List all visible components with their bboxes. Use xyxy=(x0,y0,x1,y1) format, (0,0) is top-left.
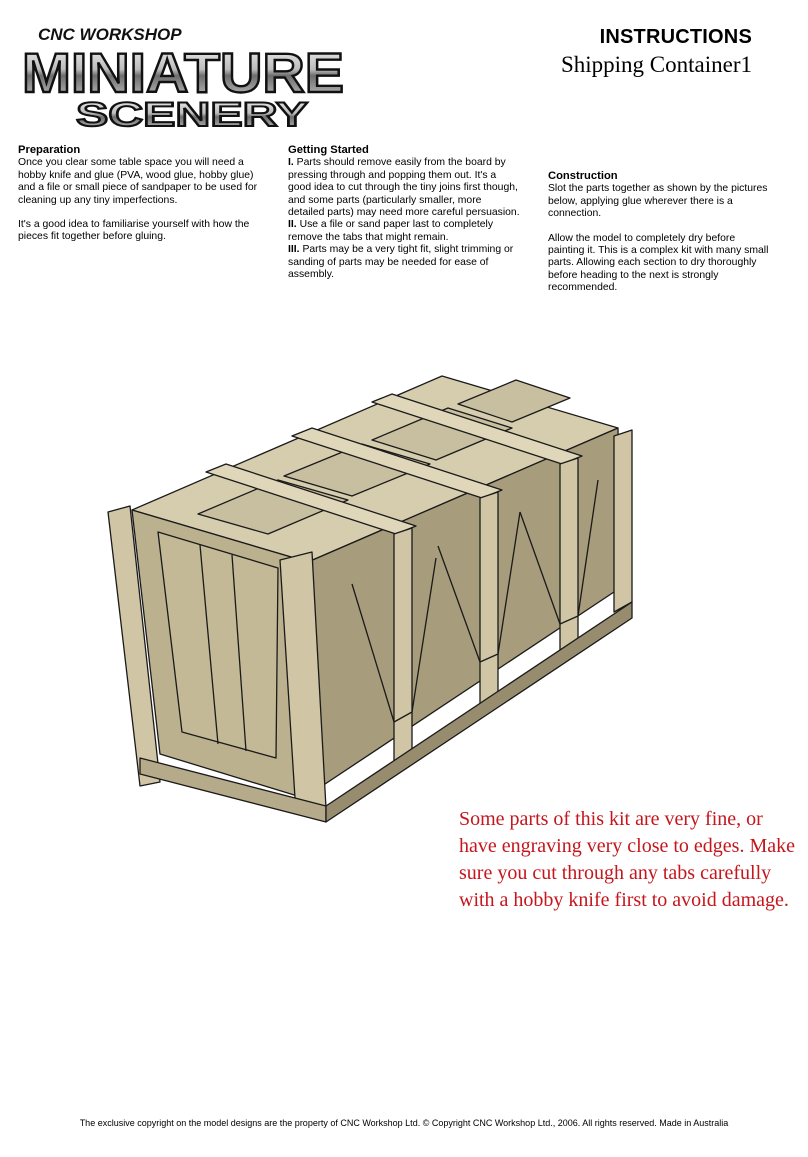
preparation-heading: Preparation xyxy=(18,144,81,156)
step-3-number: III. xyxy=(288,244,300,256)
getting-started-heading: Getting Started xyxy=(288,144,369,156)
side-post-1 xyxy=(394,528,412,770)
step-1 xyxy=(288,157,520,219)
side-post-2 xyxy=(480,492,498,708)
miniature-scenery-logo xyxy=(14,22,352,130)
logo-brand-line: CNC WORKSHOP xyxy=(38,25,182,44)
step-3 xyxy=(288,244,520,281)
construction-column xyxy=(548,170,770,295)
construction-para-1: Slot the parts together as shown by the pictures below, applying glue wherever there is a connection. xyxy=(548,183,768,220)
preparation-para-2: It's a good idea to familiarise yourself with how the pieces fit together before gluing. xyxy=(18,219,250,243)
page-title: INSTRUCTIONS xyxy=(599,26,752,48)
side-post-4 xyxy=(614,430,632,612)
header-block xyxy=(561,26,752,78)
step-1-number: I. xyxy=(288,157,294,169)
shipping-container-illustration xyxy=(100,362,640,832)
copyright-footer: The exclusive copyright on the model designs are the property of CNC Workshop Ltd. © Copyright CNC Workshop Ltd., 2006. All rights reserved. Made in Australia xyxy=(79,1118,729,1128)
logo-word-scenery: SCENERY xyxy=(76,96,309,130)
preparation-para-1: Once you clear some table space you will need a hobby knife and glue (PVA, wood glue, hobby glue) and a file or small piece of sandpaper to be used for cleaning up any tiny imperfections. xyxy=(18,157,258,206)
getting-started-column xyxy=(288,144,520,281)
side-post-3 xyxy=(560,458,578,662)
page-subtitle: Shipping Container1 xyxy=(560,52,752,77)
step-2-number: II. xyxy=(288,219,297,231)
step-2 xyxy=(288,219,520,244)
construction-heading: Construction xyxy=(548,170,618,182)
logo-word-miniature: MINIATURE xyxy=(22,41,344,104)
construction-para-2: Allow the model to completely dry before painting it. This is a complex kit with many small parts. Allowing each section to dry thoroughly before heading to the next is strongly recommended. xyxy=(548,232,769,294)
fragile-parts-warning: Some parts of this kit are very fine, or have engraving very close to edges. Make sure you cut through any tabs carefully with a hobby knife first to avoid damage. xyxy=(459,808,795,911)
preparation-column xyxy=(18,144,268,244)
step-3-text: Parts may be a very tight fit, slight trimming or sanding of parts may be needed for ease of assembly. xyxy=(288,244,514,281)
step-1-text: Parts should remove easily from the board by pressing through and popping them out. It's a good idea to cut through the tiny joins first though, and some parts (particularly smaller, more detailed parts) may need more careful persuasion. xyxy=(288,157,520,219)
step-2-text: Use a file or sand paper last to completely remove the tabs that might remain. xyxy=(288,219,494,243)
